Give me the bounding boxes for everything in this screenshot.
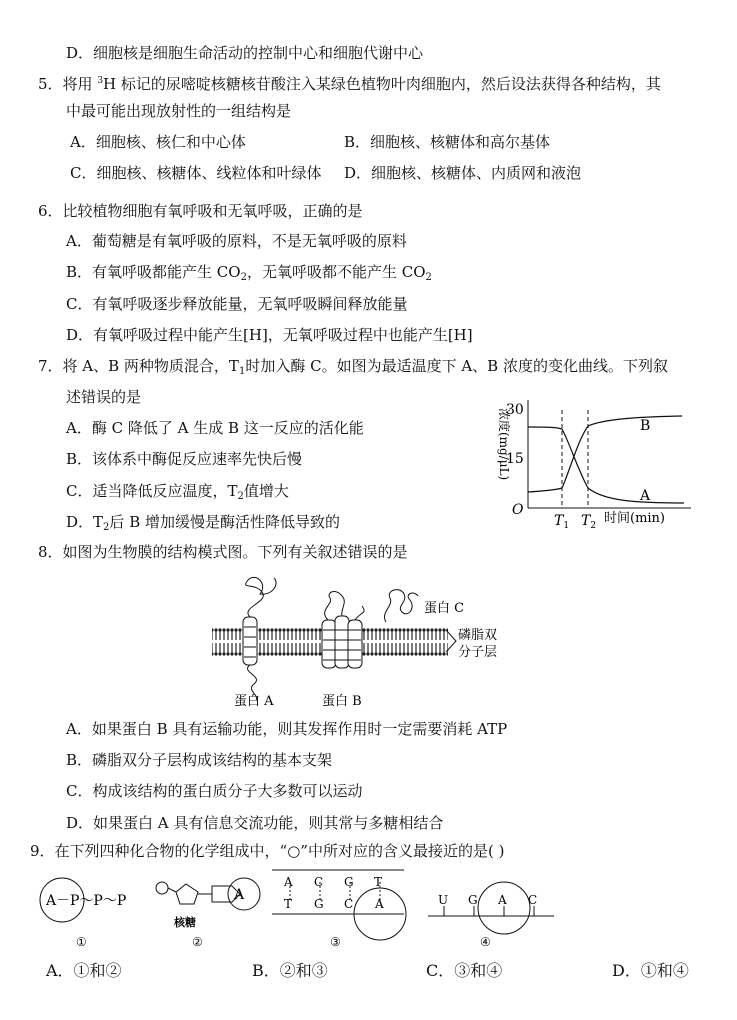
compound-3-dna xyxy=(272,870,406,949)
q9-option-d: D．①和④ xyxy=(612,961,689,980)
q8-stem: 8．如图为生物膜的结构模式图。下列有关叙述错误的是 xyxy=(38,543,408,561)
q8-option-c: C．构成该结构的蛋白质分子大多数可以运动 xyxy=(66,782,363,800)
q6-stem: 6．比较植物细胞有氧呼吸和无氧呼吸，正确的是 xyxy=(38,202,363,220)
q8-option-b: B．磷脂双分子层构成该结构的基本支架 xyxy=(66,751,333,769)
bilayer-label-2: 分子层 xyxy=(458,645,498,660)
q5-stem-line1: 5．将用 $^3$H 标记的尿嘧啶核糖核苷酸注入某绿色植物叶肉细胞内，然后设法获得各种结构，其 xyxy=(38,75,661,93)
q5-option-a: A．细胞核、核仁和中心体 xyxy=(70,133,246,151)
q6-option-c: C．有氧呼吸逐步释放能量，无氧呼吸瞬间释放能量 xyxy=(66,295,408,313)
compounds-diagram xyxy=(34,864,574,958)
compound-2-nucleotide xyxy=(156,878,260,949)
protein-a-label: 蛋白 A xyxy=(234,694,274,709)
q6-option-a: A．葡萄糖是有氧呼吸的原料，不是无氧呼吸的原料 xyxy=(66,232,407,250)
q6-option-d: D．有氧呼吸过程中能产生[H]，无氧呼吸过程中也能产生[H] xyxy=(66,326,473,344)
q9-option-c: C．③和④ xyxy=(426,961,503,980)
curve-b-label: B xyxy=(640,418,651,434)
svg-text:A: A xyxy=(375,897,384,911)
svg-text:A: A xyxy=(498,893,507,907)
compound-label-3: ③ xyxy=(330,935,341,949)
bilayer-label-1: 磷脂双 xyxy=(458,628,498,643)
svg-text:C: C xyxy=(528,893,538,907)
q9-stem: 9．在下列四种化合物的化学组成中，“○”中所对应的含义最接近的是( ) xyxy=(30,842,505,860)
svg-text:C: C xyxy=(314,875,324,889)
compound-label-2: ② xyxy=(192,935,203,949)
q8-option-a: A．如果蛋白 B 具有运输功能，则其发挥作用时一定需要消耗 ATP xyxy=(66,720,508,738)
t1-label: $T_1$ xyxy=(554,513,570,530)
t2-label: $T_2$ xyxy=(581,513,597,530)
graph-y-label: 浓度(mg/μL) xyxy=(497,408,511,481)
compound-4-rna xyxy=(428,882,554,949)
concentration-graph xyxy=(486,396,706,530)
graph-y-15: 15 xyxy=(506,451,524,467)
svg-text:A: A xyxy=(46,893,57,909)
svg-text:C: C xyxy=(344,897,354,911)
protein-b-label: 蛋白 B xyxy=(322,694,362,709)
q9-option-b: B．②和③ xyxy=(252,961,328,980)
svg-text:－P～P～P: －P～P～P xyxy=(56,893,127,909)
q5-stem-line2: 中最可能出现放射性的一组结构是 xyxy=(66,102,292,120)
q6-option-b: B．有氧呼吸都能产生 $CO_2$，无氧呼吸都不能产生 $CO_2$ xyxy=(66,263,432,283)
compound-label-4: ④ xyxy=(480,935,491,949)
membrane-diagram xyxy=(210,572,520,712)
graph-origin: O xyxy=(512,502,524,518)
curve-a xyxy=(528,427,684,503)
q5-option-c: C．细胞核、核糖体、线粒体和叶绿体 xyxy=(70,164,322,182)
q4-option-d: D．细胞核是细胞生命活动的控制中心和细胞代谢中心 xyxy=(66,44,424,62)
q7-option-b: B．该体系中酶促反应速率先快后慢 xyxy=(66,450,303,468)
q7-option-a: A．酶 C 降低了 A 生成 B 这一反应的活化能 xyxy=(66,419,364,437)
graph-y-30: 30 xyxy=(506,402,524,418)
svg-text:A: A xyxy=(234,887,245,903)
x-axis-unit: 时间(min) xyxy=(604,511,666,526)
sugar-label: 核糖 xyxy=(174,916,196,929)
compound-1-atp xyxy=(40,878,126,949)
svg-text:A: A xyxy=(284,875,293,889)
q7-option-c: C．适当降低反应温度，$T_2$值增大 xyxy=(66,482,289,502)
q5-option-b: B．细胞核、核糖体和高尔基体 xyxy=(344,133,551,151)
q8-option-d: D．如果蛋白 A 具有信息交流功能，则其常与多糖相结合 xyxy=(66,814,444,832)
svg-text:G: G xyxy=(314,897,324,911)
protein-c-label: 蛋白 C xyxy=(424,601,465,616)
q7-stem-line1: 7．将 A、B 两种物质混合，$T_1$时加入酶 C。如图为最适温度下 A、B 浓度的变化曲线。下列叙 xyxy=(38,357,668,377)
compound-label-1: ① xyxy=(76,935,87,949)
svg-text:U: U xyxy=(438,893,449,907)
protein-c xyxy=(384,590,418,622)
q7-option-d: D．$T_2$后 B 增加缓慢是酶活性降低导致的 xyxy=(66,513,340,533)
q7-stem-line2: 述错误的是 xyxy=(66,388,142,406)
curve-a-label: A xyxy=(640,488,651,504)
svg-text:T: T xyxy=(374,875,383,889)
svg-text:T: T xyxy=(284,897,293,911)
q5-option-d: D．细胞核、核糖体、内质网和液泡 xyxy=(344,164,582,182)
q9-option-a: A．①和② xyxy=(46,961,122,980)
svg-text:G: G xyxy=(468,893,478,907)
protein-b xyxy=(322,592,364,668)
svg-text:G: G xyxy=(344,875,354,889)
